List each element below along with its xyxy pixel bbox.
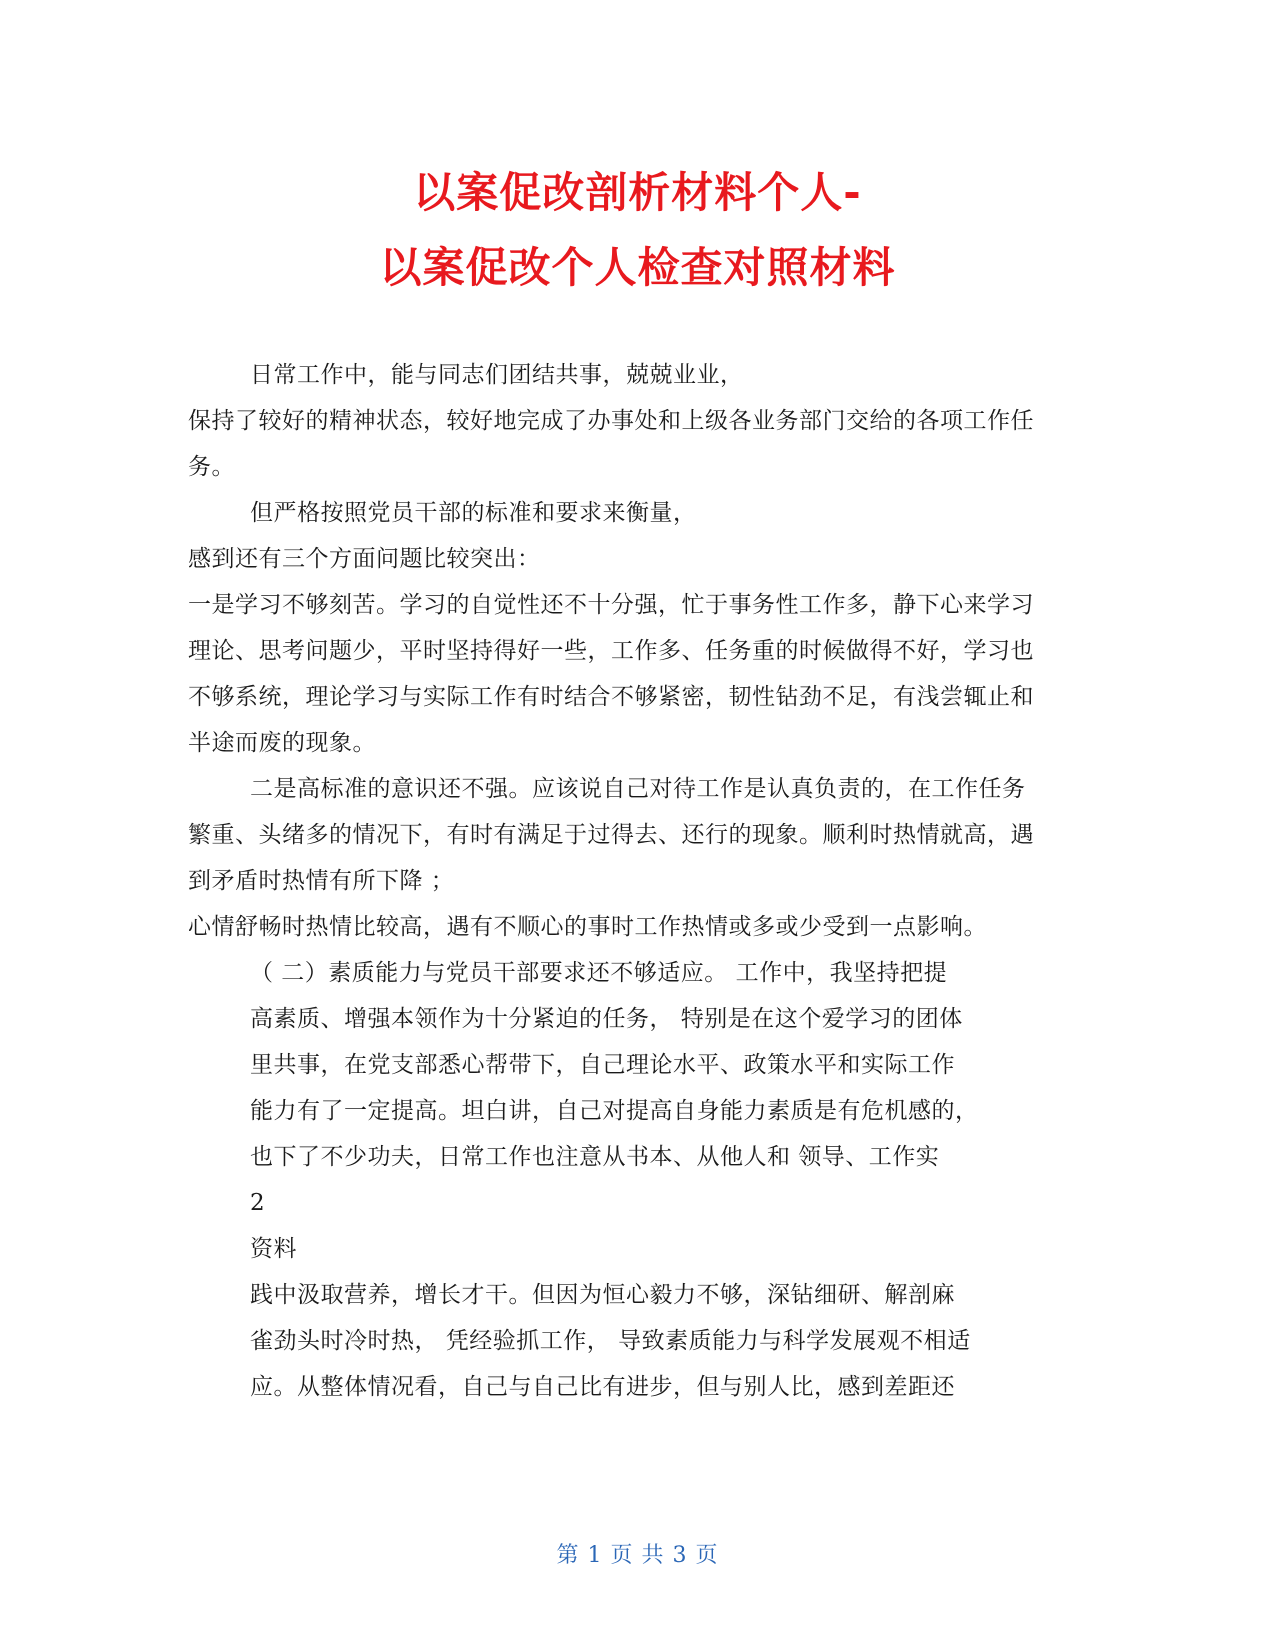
body-line: 心情舒畅时热情比较高，遇有不顺心的事时工作热情或多或少受到一点影响。 (188, 914, 987, 940)
body-line: （ 二）素质能力与党员干部要求还不够适应。 工作中，我坚持把提 (250, 960, 948, 986)
body-line: 感到还有三个方面问题比较突出： (188, 546, 541, 572)
page-footer (0, 1541, 1275, 1571)
footer-total-label: 共 (641, 1543, 665, 1568)
body-line: 繁重、头绪多的情况下，有时有满足于过得去、还行的现象。顺利时热情就高，遇 (188, 822, 1034, 848)
body-line: 里共事，在党支部悉心帮带下，自己理论水平、政策水平和实际工作 (250, 1052, 955, 1078)
body-line: 到矛盾时热情有所下降 ； (188, 868, 455, 894)
body-line: 也下了不少功夫，日常工作也注意从书本、从他人和 领导、工作实 (250, 1144, 940, 1170)
body-line: 半途而废的现象。 (188, 730, 376, 756)
body-line: 高素质、增强本领作为十分紧迫的任务， 特别是在这个爱学习的团体 (250, 1006, 963, 1032)
body-line: 务。 (188, 454, 235, 480)
footer-page-total: 3 (672, 1543, 688, 1568)
body-line: 践中汲取营养，增长才干。但因为恒心毅力不够，深钻细研、解剖麻 (250, 1282, 955, 1308)
body-line: 雀劲头时冷时热， 凭经验抓工作， 导致素质能力与科学发展观不相适 (250, 1328, 971, 1354)
body-line: 不够系统，理论学习与实际工作有时结合不够紧密，韧性钻劲不足，有浅尝辄止和 (188, 684, 1034, 710)
footer-page-label: 第 (556, 1543, 580, 1568)
body-line: 应。从整体情况看，自己与自己比有进步，但与别人比，感到差距还 (250, 1374, 955, 1400)
document-title-line-2: 以案促改个人检查对照材料 (379, 243, 896, 292)
body-line: 2 (250, 1190, 266, 1216)
footer-total-unit: 页 (695, 1543, 719, 1568)
body-line: 日常工作中，能与同志们团结共事，兢兢业业， (250, 362, 744, 388)
body-line: 理论、思考问题少，平时坚持得好一些，工作多、任务重的时候做得不好，学习也 (188, 638, 1034, 664)
body-line: 但严格按照党员干部的标准和要求来衡量， (250, 500, 697, 526)
body-line: 二是高标准的意识还不强。应该说自己对待工作是认真负责的，在工作任务 (250, 776, 1026, 802)
document-title-line-1: 以案促改剖析材料个人- (413, 168, 862, 217)
body-line: 资料 (250, 1236, 297, 1262)
footer-page-current: 1 (587, 1543, 603, 1568)
footer-page-unit: 页 (610, 1543, 634, 1568)
body-line: 能力有了一定提高。坦白讲，自己对提高自身能力素质是有危机感的， (250, 1098, 979, 1124)
body-line: 一是学习不够刻苦。学习的自觉性还不十分强，忙于事务性工作多，静下心来学习 (188, 592, 1034, 618)
body-line: 保持了较好的精神状态，较好地完成了办事处和上级各业务部门交给的各项工作任 (188, 408, 1034, 434)
